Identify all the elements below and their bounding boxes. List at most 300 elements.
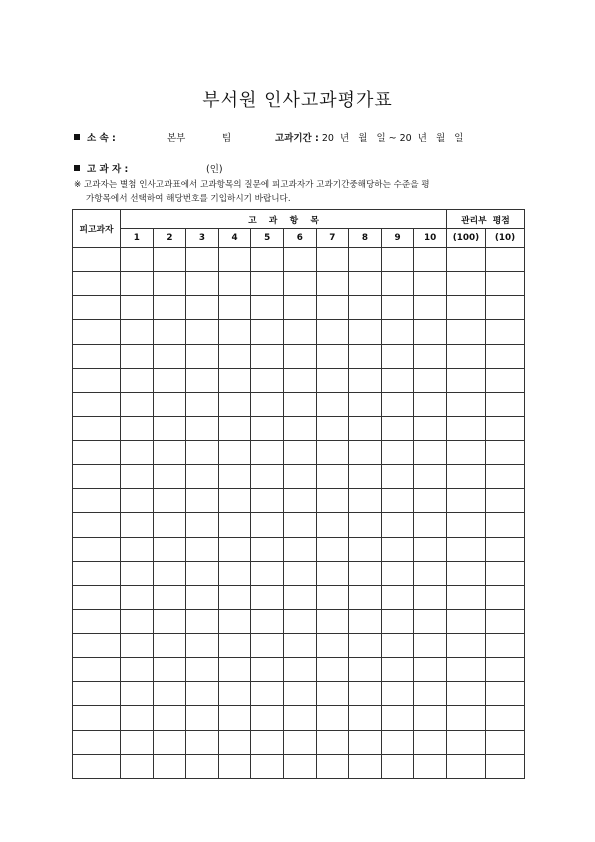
item-score-cell[interactable] <box>381 296 414 320</box>
item-score-cell[interactable] <box>349 682 382 706</box>
item-number-header: 6 <box>283 229 316 248</box>
item-score-cell[interactable] <box>316 368 349 392</box>
item-score-cell[interactable] <box>186 609 219 633</box>
item-score-cell[interactable] <box>283 416 316 440</box>
item-score-cell[interactable] <box>186 537 219 561</box>
subject-name-cell[interactable] <box>73 248 121 272</box>
item-score-cell[interactable] <box>381 706 414 730</box>
subject-name-cell[interactable] <box>73 585 121 609</box>
admin-score-cell[interactable] <box>446 368 485 392</box>
admin-score-cell[interactable] <box>446 658 485 682</box>
item-score-cell[interactable] <box>121 730 154 754</box>
item-score-cell[interactable] <box>381 344 414 368</box>
item-score-cell[interactable] <box>153 658 186 682</box>
item-score-cell[interactable] <box>186 344 219 368</box>
item-score-cell[interactable] <box>218 344 251 368</box>
item-score-cell[interactable] <box>349 730 382 754</box>
subject-name-cell[interactable] <box>73 658 121 682</box>
item-score-cell[interactable] <box>349 658 382 682</box>
subject-name-cell[interactable] <box>73 706 121 730</box>
item-score-cell[interactable] <box>153 368 186 392</box>
item-score-cell[interactable] <box>316 561 349 585</box>
item-score-cell[interactable] <box>316 296 349 320</box>
item-score-cell[interactable] <box>381 754 414 778</box>
item-score-cell[interactable] <box>349 465 382 489</box>
item-score-cell[interactable] <box>121 320 154 344</box>
item-score-cell[interactable] <box>186 392 219 416</box>
item-score-cell[interactable] <box>121 682 154 706</box>
table-row <box>73 730 525 754</box>
item-score-cell[interactable] <box>414 609 447 633</box>
admin-score-cell[interactable] <box>446 585 485 609</box>
item-score-cell[interactable] <box>186 658 219 682</box>
item-score-cell[interactable] <box>251 368 284 392</box>
item-score-cell[interactable] <box>251 730 284 754</box>
item-score-cell[interactable] <box>316 392 349 416</box>
item-score-cell[interactable] <box>251 537 284 561</box>
item-score-cell[interactable] <box>381 561 414 585</box>
item-score-cell[interactable] <box>218 706 251 730</box>
item-score-cell[interactable] <box>121 489 154 513</box>
item-score-cell[interactable] <box>251 585 284 609</box>
item-score-cell[interactable] <box>414 320 447 344</box>
item-score-cell[interactable] <box>121 392 154 416</box>
item-score-cell[interactable] <box>153 561 186 585</box>
item-score-cell[interactable] <box>251 561 284 585</box>
item-score-cell[interactable] <box>414 416 447 440</box>
item-score-cell[interactable] <box>414 489 447 513</box>
period-value[interactable]: 20 년 월 일 ~ 20 년 월 일 <box>321 133 464 144</box>
item-score-cell[interactable] <box>316 537 349 561</box>
item-score-cell[interactable] <box>414 248 447 272</box>
item-score-cell[interactable] <box>316 730 349 754</box>
item-score-cell[interactable] <box>381 441 414 465</box>
admin-score-cell[interactable] <box>485 416 524 440</box>
item-score-cell[interactable] <box>283 561 316 585</box>
item-score-cell[interactable] <box>251 465 284 489</box>
item-score-cell[interactable] <box>316 658 349 682</box>
item-score-cell[interactable] <box>218 416 251 440</box>
item-number-header: 10 <box>414 229 447 248</box>
admin-score-cell[interactable] <box>446 416 485 440</box>
item-score-cell[interactable] <box>381 609 414 633</box>
item-score-cell[interactable] <box>381 248 414 272</box>
item-score-cell[interactable] <box>218 248 251 272</box>
admin-score-cell[interactable] <box>446 489 485 513</box>
item-score-cell[interactable] <box>283 682 316 706</box>
item-score-cell[interactable] <box>349 634 382 658</box>
item-score-cell[interactable] <box>316 320 349 344</box>
admin-score-cell[interactable] <box>446 706 485 730</box>
item-score-cell[interactable] <box>121 609 154 633</box>
subject-name-cell[interactable] <box>73 682 121 706</box>
item-score-cell[interactable] <box>218 682 251 706</box>
item-score-cell[interactable] <box>349 368 382 392</box>
item-score-cell[interactable] <box>414 513 447 537</box>
item-score-cell[interactable] <box>218 392 251 416</box>
item-score-cell[interactable] <box>349 416 382 440</box>
admin-score-cell[interactable] <box>446 634 485 658</box>
item-score-cell[interactable] <box>349 344 382 368</box>
admin-score-cell[interactable] <box>485 368 524 392</box>
item-score-cell[interactable] <box>414 658 447 682</box>
item-score-cell[interactable] <box>186 441 219 465</box>
item-score-cell[interactable] <box>186 561 219 585</box>
item-score-cell[interactable] <box>218 489 251 513</box>
admin-score-cell[interactable] <box>485 344 524 368</box>
item-score-cell[interactable] <box>218 465 251 489</box>
item-score-cell[interactable] <box>186 248 219 272</box>
item-score-cell[interactable] <box>218 634 251 658</box>
evaluator-seal[interactable]: (인) <box>206 164 223 175</box>
item-score-cell[interactable] <box>283 634 316 658</box>
item-score-cell[interactable] <box>186 320 219 344</box>
item-score-cell[interactable] <box>251 248 284 272</box>
admin-score-cell[interactable] <box>485 513 524 537</box>
item-score-cell[interactable] <box>121 561 154 585</box>
table-row <box>73 634 525 658</box>
item-score-cell[interactable] <box>349 489 382 513</box>
item-score-cell[interactable] <box>153 296 186 320</box>
item-score-cell[interactable] <box>414 537 447 561</box>
item-score-cell[interactable] <box>316 416 349 440</box>
admin-score-cell[interactable] <box>446 272 485 296</box>
admin-score-cell[interactable] <box>446 561 485 585</box>
admin-score-cell[interactable] <box>485 561 524 585</box>
item-score-cell[interactable] <box>349 537 382 561</box>
item-score-cell[interactable] <box>316 441 349 465</box>
item-score-cell[interactable] <box>251 296 284 320</box>
subject-name-cell[interactable] <box>73 441 121 465</box>
item-score-cell[interactable] <box>414 441 447 465</box>
item-score-cell[interactable] <box>349 561 382 585</box>
item-score-cell[interactable] <box>121 368 154 392</box>
admin-score-cell[interactable] <box>485 730 524 754</box>
team-field[interactable] <box>222 130 231 144</box>
item-score-cell[interactable] <box>381 320 414 344</box>
item-score-cell[interactable] <box>153 465 186 489</box>
item-score-cell[interactable] <box>316 344 349 368</box>
item-score-cell[interactable] <box>153 441 186 465</box>
item-score-cell[interactable] <box>186 706 219 730</box>
subject-name-cell[interactable] <box>73 368 121 392</box>
item-score-cell[interactable] <box>153 537 186 561</box>
item-score-cell[interactable] <box>218 368 251 392</box>
admin-score-cell[interactable] <box>485 272 524 296</box>
subject-name-cell[interactable] <box>73 634 121 658</box>
item-score-cell[interactable] <box>153 344 186 368</box>
item-score-cell[interactable] <box>283 585 316 609</box>
admin-score-cell[interactable] <box>446 248 485 272</box>
admin-score-cell[interactable] <box>485 537 524 561</box>
item-score-cell[interactable] <box>153 320 186 344</box>
item-score-cell[interactable] <box>283 368 316 392</box>
admin-score-cell[interactable] <box>446 513 485 537</box>
item-score-cell[interactable] <box>218 730 251 754</box>
item-score-cell[interactable] <box>283 754 316 778</box>
admin-score-cell[interactable] <box>446 441 485 465</box>
item-score-cell[interactable] <box>283 441 316 465</box>
subject-name-cell[interactable] <box>73 730 121 754</box>
item-score-cell[interactable] <box>283 296 316 320</box>
admin-score-cell[interactable] <box>485 585 524 609</box>
item-score-cell[interactable] <box>153 248 186 272</box>
item-score-cell[interactable] <box>316 513 349 537</box>
subject-name-cell[interactable] <box>73 465 121 489</box>
item-score-cell[interactable] <box>121 634 154 658</box>
item-score-cell[interactable] <box>218 441 251 465</box>
item-score-cell[interactable] <box>251 320 284 344</box>
item-score-cell[interactable] <box>381 489 414 513</box>
item-score-cell[interactable] <box>121 537 154 561</box>
item-score-cell[interactable] <box>121 465 154 489</box>
item-score-cell[interactable] <box>218 754 251 778</box>
item-score-cell[interactable] <box>251 513 284 537</box>
admin-score-cell[interactable] <box>485 296 524 320</box>
item-score-cell[interactable] <box>283 320 316 344</box>
item-score-cell[interactable] <box>283 658 316 682</box>
table-row <box>73 489 525 513</box>
item-score-cell[interactable] <box>283 706 316 730</box>
item-score-cell[interactable] <box>283 537 316 561</box>
item-score-cell[interactable] <box>121 344 154 368</box>
item-score-cell[interactable] <box>414 706 447 730</box>
item-score-cell[interactable] <box>153 585 186 609</box>
table-row <box>73 344 525 368</box>
item-score-cell[interactable] <box>153 754 186 778</box>
item-score-cell[interactable] <box>153 416 186 440</box>
item-score-cell[interactable] <box>251 682 284 706</box>
item-score-cell[interactable] <box>283 609 316 633</box>
item-score-cell[interactable] <box>316 272 349 296</box>
admin-score-cell[interactable] <box>485 320 524 344</box>
admin-score-cell[interactable] <box>446 754 485 778</box>
item-score-cell[interactable] <box>283 344 316 368</box>
item-score-cell[interactable] <box>381 368 414 392</box>
subject-name-cell[interactable] <box>73 272 121 296</box>
item-score-cell[interactable] <box>349 754 382 778</box>
item-score-cell[interactable] <box>381 585 414 609</box>
item-score-cell[interactable] <box>316 609 349 633</box>
item-score-cell[interactable] <box>283 392 316 416</box>
item-score-cell[interactable] <box>153 706 186 730</box>
item-score-cell[interactable] <box>414 682 447 706</box>
item-score-cell[interactable] <box>283 513 316 537</box>
item-score-cell[interactable] <box>218 537 251 561</box>
item-score-cell[interactable] <box>251 272 284 296</box>
item-score-cell[interactable] <box>349 513 382 537</box>
admin-score-cell[interactable] <box>446 537 485 561</box>
item-score-cell[interactable] <box>186 634 219 658</box>
item-score-cell[interactable] <box>414 392 447 416</box>
item-score-cell[interactable] <box>349 296 382 320</box>
item-score-cell[interactable] <box>316 248 349 272</box>
item-score-cell[interactable] <box>218 296 251 320</box>
item-score-cell[interactable] <box>381 537 414 561</box>
item-score-cell[interactable] <box>381 416 414 440</box>
item-score-cell[interactable] <box>251 754 284 778</box>
item-score-cell[interactable] <box>316 682 349 706</box>
admin-score-cell[interactable] <box>446 730 485 754</box>
item-score-cell[interactable] <box>121 706 154 730</box>
item-score-cell[interactable] <box>283 730 316 754</box>
item-score-cell[interactable] <box>186 465 219 489</box>
item-score-cell[interactable] <box>381 465 414 489</box>
admin-score-cell[interactable] <box>446 682 485 706</box>
subject-name-cell[interactable] <box>73 344 121 368</box>
admin-score-cell[interactable] <box>485 682 524 706</box>
item-score-cell[interactable] <box>349 272 382 296</box>
item-score-cell[interactable] <box>251 489 284 513</box>
admin-score-cell[interactable] <box>485 609 524 633</box>
item-score-cell[interactable] <box>121 513 154 537</box>
admin-score-cell[interactable] <box>485 465 524 489</box>
item-score-cell[interactable] <box>414 272 447 296</box>
item-score-cell[interactable] <box>121 272 154 296</box>
subject-name-cell[interactable] <box>73 489 121 513</box>
item-score-cell[interactable] <box>349 706 382 730</box>
admin-score-cell[interactable] <box>485 489 524 513</box>
admin-score-cell[interactable] <box>446 465 485 489</box>
item-number-header: 1 <box>121 229 154 248</box>
admin-score-cell[interactable] <box>485 658 524 682</box>
item-score-cell[interactable] <box>316 465 349 489</box>
admin-score-cell[interactable] <box>485 392 524 416</box>
admin-score-cell[interactable] <box>446 320 485 344</box>
item-score-cell[interactable] <box>153 609 186 633</box>
subject-name-cell[interactable] <box>73 754 121 778</box>
subject-name-cell[interactable] <box>73 392 121 416</box>
item-score-cell[interactable] <box>414 634 447 658</box>
instruction-line-2: 가항목에서 선택하여 해당번호를 기입하시기 바랍니다. <box>86 194 291 204</box>
item-score-cell[interactable] <box>316 706 349 730</box>
item-score-cell[interactable] <box>283 489 316 513</box>
item-score-cell[interactable] <box>251 658 284 682</box>
item-score-cell[interactable] <box>381 634 414 658</box>
item-score-cell[interactable] <box>153 730 186 754</box>
item-score-cell[interactable] <box>218 585 251 609</box>
item-score-cell[interactable] <box>121 754 154 778</box>
item-score-cell[interactable] <box>251 441 284 465</box>
item-score-cell[interactable] <box>414 368 447 392</box>
admin-score-cell[interactable] <box>485 706 524 730</box>
item-score-cell[interactable] <box>153 489 186 513</box>
item-score-cell[interactable] <box>251 634 284 658</box>
item-score-cell[interactable] <box>414 465 447 489</box>
item-score-cell[interactable] <box>349 392 382 416</box>
item-score-cell[interactable] <box>316 634 349 658</box>
admin-score-cell[interactable] <box>446 296 485 320</box>
item-score-cell[interactable] <box>186 585 219 609</box>
item-score-cell[interactable] <box>121 248 154 272</box>
subject-name-cell[interactable] <box>73 537 121 561</box>
item-score-cell[interactable] <box>121 658 154 682</box>
subject-name-cell[interactable] <box>73 320 121 344</box>
subject-name-cell[interactable] <box>73 296 121 320</box>
item-score-cell[interactable] <box>349 248 382 272</box>
item-score-cell[interactable] <box>349 320 382 344</box>
item-score-cell[interactable] <box>349 609 382 633</box>
item-score-cell[interactable] <box>218 561 251 585</box>
department-field[interactable] <box>167 130 185 144</box>
item-score-cell[interactable] <box>381 730 414 754</box>
item-score-cell[interactable] <box>186 730 219 754</box>
admin-score-cell[interactable] <box>485 754 524 778</box>
item-score-cell[interactable] <box>121 441 154 465</box>
item-score-cell[interactable] <box>381 682 414 706</box>
item-score-cell[interactable] <box>251 416 284 440</box>
item-score-cell[interactable] <box>186 513 219 537</box>
item-score-cell[interactable] <box>414 561 447 585</box>
item-score-cell[interactable] <box>218 272 251 296</box>
item-score-cell[interactable] <box>121 585 154 609</box>
subject-name-cell[interactable] <box>73 561 121 585</box>
item-score-cell[interactable] <box>414 296 447 320</box>
item-score-cell[interactable] <box>316 489 349 513</box>
item-score-cell[interactable] <box>121 416 154 440</box>
item-score-cell[interactable] <box>251 344 284 368</box>
item-score-cell[interactable] <box>251 609 284 633</box>
item-score-cell[interactable] <box>218 658 251 682</box>
item-score-cell[interactable] <box>283 248 316 272</box>
item-score-cell[interactable] <box>186 368 219 392</box>
item-score-cell[interactable] <box>381 272 414 296</box>
item-score-cell[interactable] <box>381 658 414 682</box>
item-score-cell[interactable] <box>218 609 251 633</box>
admin-score-cell[interactable] <box>485 441 524 465</box>
item-score-cell[interactable] <box>414 730 447 754</box>
item-score-cell[interactable] <box>153 272 186 296</box>
admin-score-cell[interactable] <box>485 248 524 272</box>
admin-score-cell[interactable] <box>446 344 485 368</box>
item-score-cell[interactable] <box>349 585 382 609</box>
item-score-cell[interactable] <box>283 272 316 296</box>
item-score-cell[interactable] <box>316 585 349 609</box>
subject-name-cell[interactable] <box>73 609 121 633</box>
item-score-cell[interactable] <box>349 441 382 465</box>
table-row <box>73 754 525 778</box>
item-score-cell[interactable] <box>153 634 186 658</box>
item-score-cell[interactable] <box>186 754 219 778</box>
item-score-cell[interactable] <box>251 706 284 730</box>
item-score-cell[interactable] <box>218 320 251 344</box>
item-score-cell[interactable] <box>218 513 251 537</box>
item-score-cell[interactable] <box>186 416 219 440</box>
table-row <box>73 609 525 633</box>
item-score-cell[interactable] <box>283 465 316 489</box>
admin-score-cell[interactable] <box>446 392 485 416</box>
item-score-cell[interactable] <box>381 392 414 416</box>
item-score-cell[interactable] <box>414 754 447 778</box>
admin-score-cell[interactable] <box>485 634 524 658</box>
admin-score-cell[interactable] <box>446 609 485 633</box>
subject-name-cell[interactable] <box>73 513 121 537</box>
item-score-cell[interactable] <box>251 392 284 416</box>
item-score-cell[interactable] <box>153 513 186 537</box>
item-score-cell[interactable] <box>153 682 186 706</box>
item-score-cell[interactable] <box>186 296 219 320</box>
item-score-cell[interactable] <box>153 392 186 416</box>
item-score-cell[interactable] <box>186 489 219 513</box>
item-score-cell[interactable] <box>121 296 154 320</box>
item-score-cell[interactable] <box>381 513 414 537</box>
item-score-cell[interactable] <box>186 272 219 296</box>
item-score-cell[interactable] <box>414 344 447 368</box>
item-score-cell[interactable] <box>186 682 219 706</box>
item-score-cell[interactable] <box>414 585 447 609</box>
subject-name-cell[interactable] <box>73 416 121 440</box>
item-score-cell[interactable] <box>316 754 349 778</box>
